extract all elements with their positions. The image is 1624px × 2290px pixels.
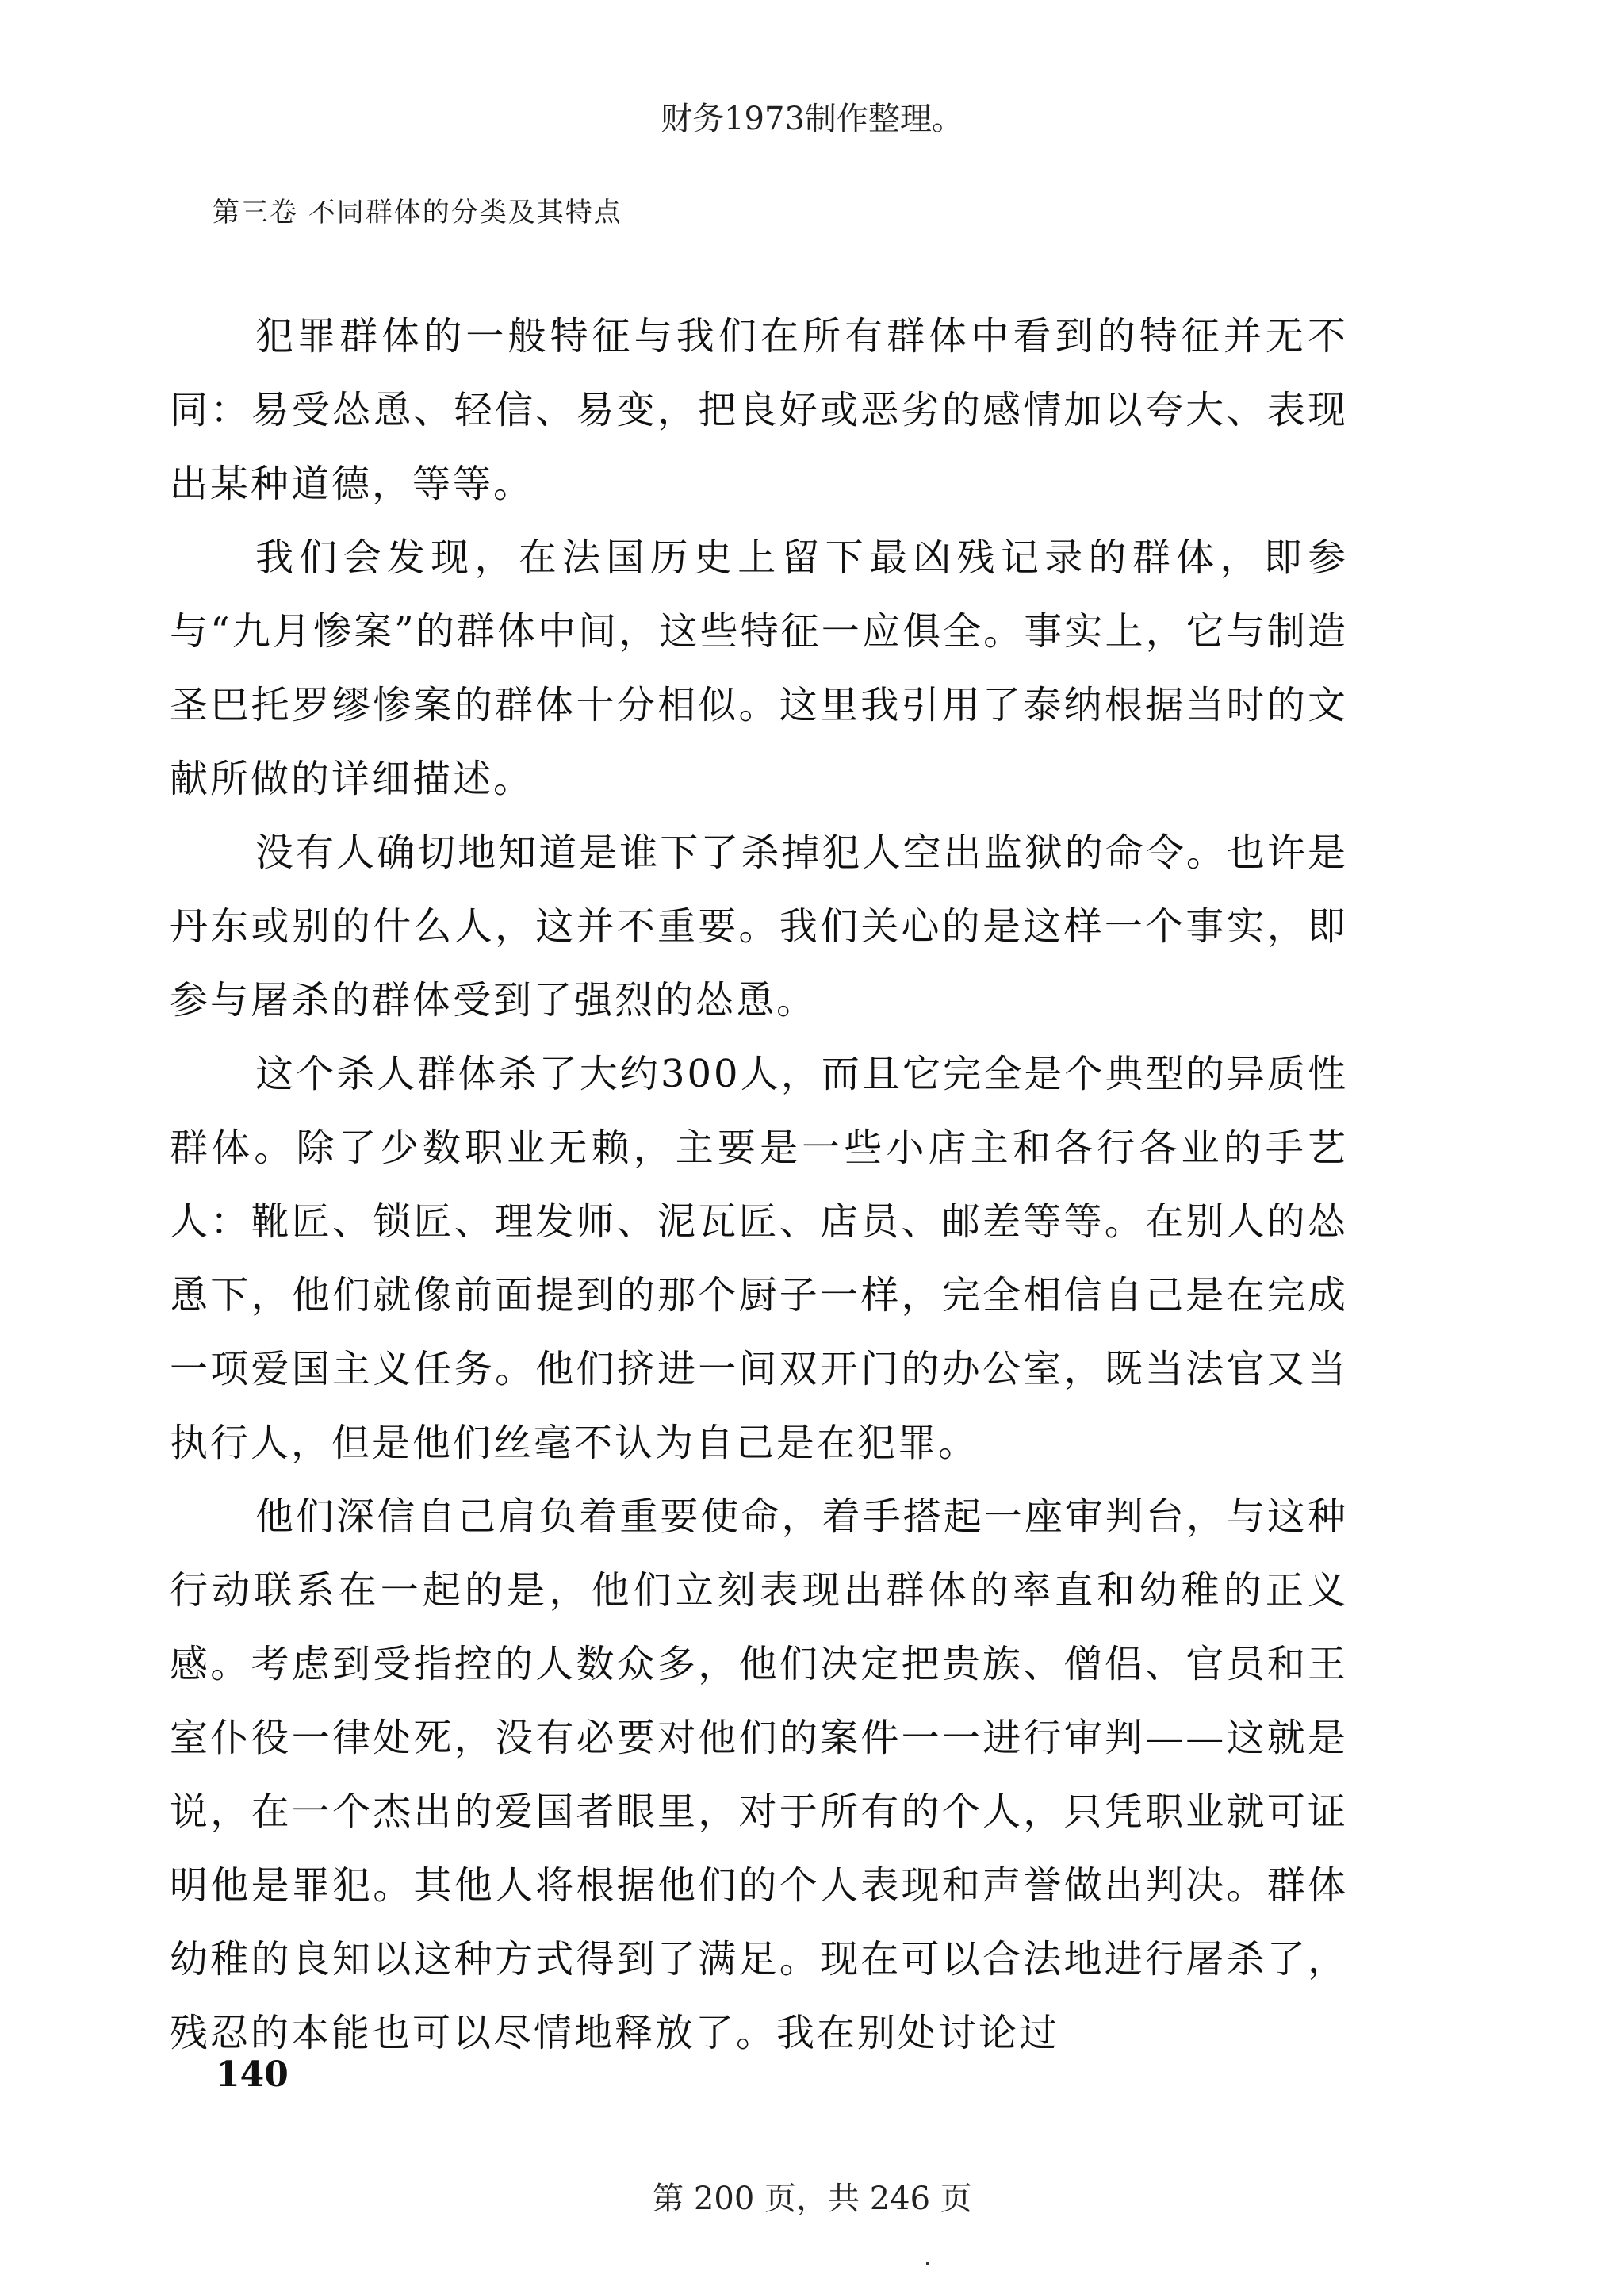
running-header: 第三卷 不同群体的分类及其特点: [213, 197, 622, 228]
paragraph: 他们深信自己肩负着重要使命，着手搭起一座审判台，与这种行动联系在一起的是，他们立刻表现出群体的率直和幼稚的正义感。考虑到受指控的人数众多，他们决定把贵族、僧侣、官员和王室仆役一律处死，没有必要对他们的案件一一进行审判——这就是说，在一个杰出的爱国者眼里，对于所有的个人，只凭职业就可证明他是罪犯。其他人将根据他们的个人表现和声誉做出判决。群体幼稚的良知以这种方式得到了满足。现在可以合法地进行屠杀了，残忍的本能也可以尽情地释放了。我在别处讨论过: [170, 1494, 1348, 2055]
book-page-number: 140: [216, 2054, 289, 2095]
scan-speck: [926, 2262, 929, 2265]
paragraph: 没有人确切地知道是谁下了杀掉犯人空出监狱的命令。也许是丹东或别的什么人，这并不重要。我们关心的是这样一个事实，即参与屠杀的群体受到了强烈的怂恿。: [170, 830, 1348, 1022]
paragraph: 我们会发现，在法国历史上留下最凶残记录的群体，即参与“九月惨案”的群体中间，这些特征一应俱全。事实上，它与制造圣巴托罗缪惨案的群体十分相似。这里我引用了泰纳根据当时的文献所做的详细描述。: [170, 535, 1348, 801]
watermark-text: 财务1973制作整理。: [661, 101, 963, 137]
page-footer: 第 200 页，共 246 页: [652, 2181, 972, 2217]
paragraph: 这个杀人群体杀了大约300人，而且它完全是个典型的异质性群体。除了少数职业无赖，主要是一些小店主和各行各业的手艺人：靴匠、锁匠、理发师、泥瓦匠、店员、邮差等等。在别人的怂恿下，他们就像前面提到的那个厨子一样，完全相信自己是在完成一项爱国主义任务。他们挤进一间双开门的办公室，既当法官又当执行人，但是他们丝毫不认为自己是在犯罪。: [170, 1052, 1348, 1465]
body-text: [170, 300, 1348, 2070]
paragraph: 犯罪群体的一般特征与我们在所有群体中看到的特征并无不同：易受怂恿、轻信、易变，把良好或恶劣的感情加以夸大、表现出某种道德，等等。: [170, 314, 1348, 506]
